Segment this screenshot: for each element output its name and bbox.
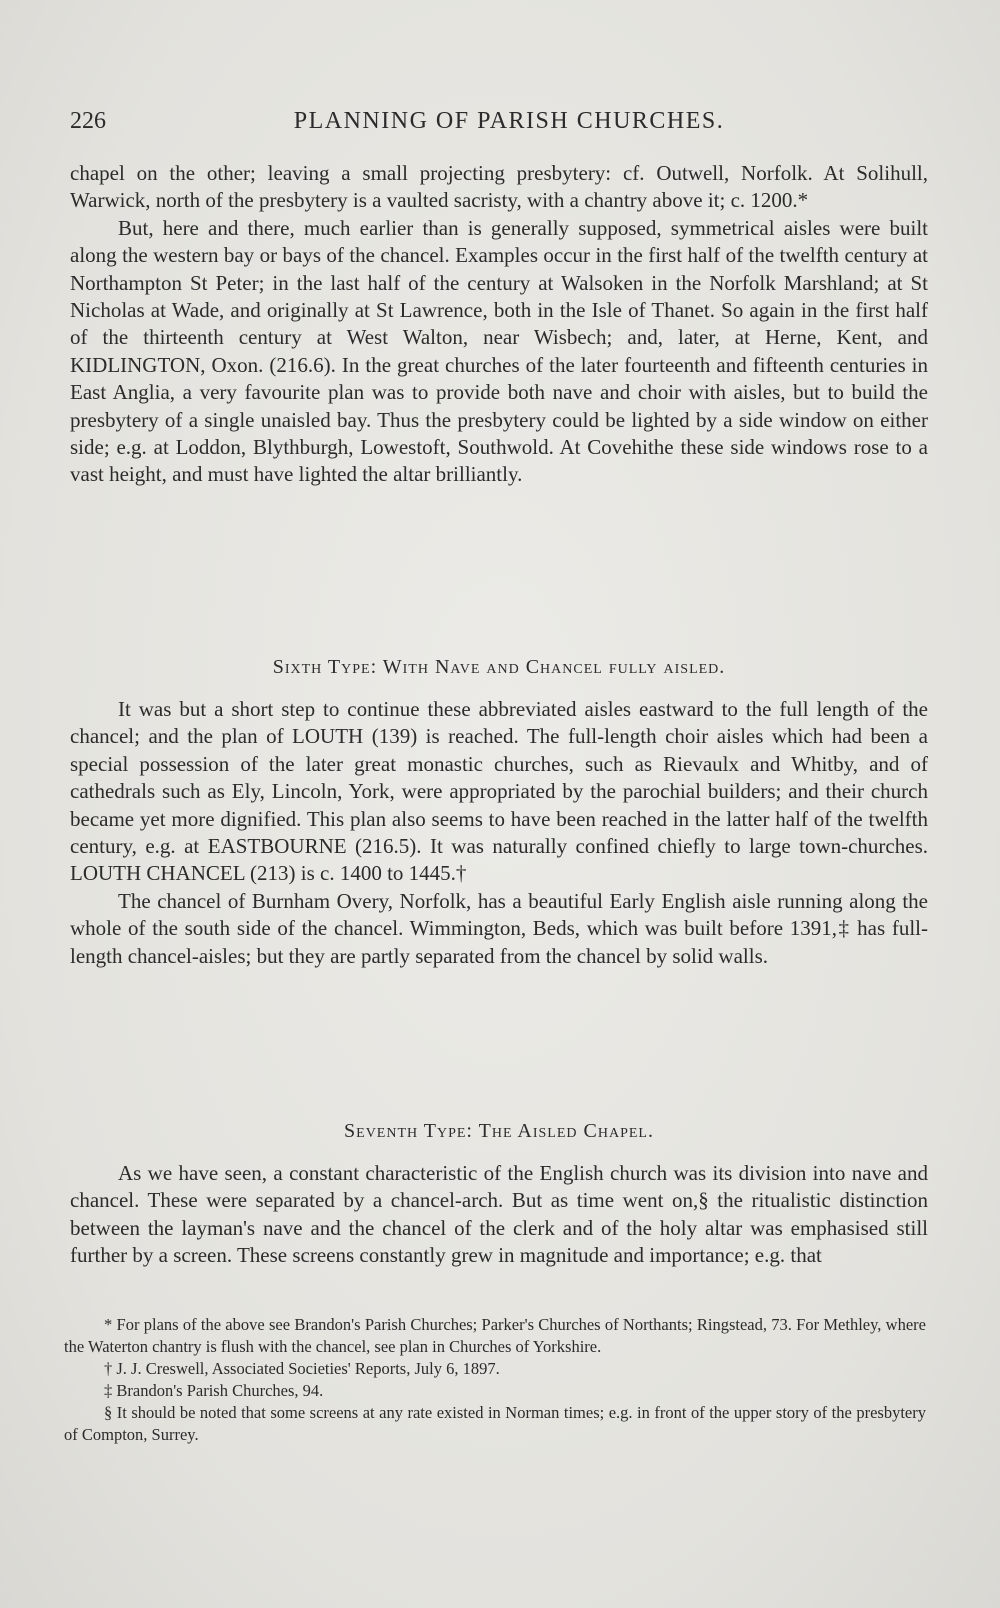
paragraph-continued: chapel on the other; leaving a small projecting presbytery: cf. Outwell, Norfolk. At Solihull, Warwick, north of the presbytery is a vaulted sacristy, with a chantry above it; c. 1200.* (70, 161, 928, 213)
paragraph-symmetrical-aisles: But, here and there, much earlier than is generally supposed, symmetrical aisles were built along the western bay or bays of the chancel. Examples occur in the first half of the twelfth century at Northampton St Peter; in the last half of the century at Walsoken in the Norfolk Marshland; at St Nicholas at Wade, and originally at St Lawrence, both in the Isle of Thanet. So again in the first half of the thirteenth century at West Walton, near Wisbech; and, later, at Herne, Kent, and KIDLINGTON, Oxon. (216.6). In the great churches of the later fourteenth and fifteenth centuries in East Anglia, a very favourite plan was to provide both nave and choir with aisles, but to build the presbytery of a single unaisled bay. Thus the presbytery could be lighted by a side window on either side; e.g. at Loddon, Blythburgh, Lowestoft, Southwold. At Covehithe these side windows rose to a vast height, and must have lighted the altar brilliantly. (70, 215, 928, 487)
paragraph-aisled-chapel: As we have seen, a constant characteristic of the English church was its division into nave and chancel. These were separated by a chancel-arch. But as time went on,§ the ritualistic distinction between the layman's nave and the chancel of the clerk and of the holy altar was emphasised still further by a screen. These screens constantly grew in magnitude and importance; e.g. that (70, 1161, 928, 1268)
footnote-section: § It should be noted that some screens at any rate existed in Norman times; e.g. in front of the upper story of the presbytery of Compton, Surrey. (64, 1403, 926, 1444)
footnotes (64, 1314, 926, 1446)
section-heading-seventh-type: Seventh Type: The Aisled Chapel. (344, 1120, 654, 1142)
page-header (70, 108, 928, 140)
footnote-double-dagger: ‡ Brandon's Parish Churches, 94. (104, 1381, 324, 1400)
paragraph-burnham-overy: The chancel of Burnham Overy, Norfolk, has a beautiful Early English aisle running along the whole of the south side of the chancel. Wimmington, Beds, which was built before 1391,‡ has full-length chancel-aisles; but they are partly separated from the chancel by solid walls. (70, 888, 928, 968)
section-sixth-type (70, 696, 928, 970)
running-title: PLANNING OF PARISH CHURCHES. (293, 108, 725, 134)
page-number: 226 (70, 108, 106, 134)
footnote-dagger: † J. J. Creswell, Associated Societies' Reports, July 6, 1897. (104, 1359, 500, 1378)
paragraph-louth: It was but a short step to continue these abbreviated aisles eastward to the full length of the chancel; and the plan of LOUTH (139) is reached. The full-length choir aisles which had been a special possession of the later great monastic churches, such as Rievaulx and Whitby, and of cathedrals such as Ely, Lincoln, York, were appropriated by the parochial builders; and their church became yet more dignified. This plan also seems to have been reached in the latter half of the twelfth century, e.g. at EASTBOURNE (216.5). It was naturally confined chiefly to large town-churches. LOUTH CHANCEL (213) is c. 1400 to 1445.† (70, 697, 928, 886)
section-heading-sixth-type: Sixth Type: With Nave and Chancel fully aisled. (272, 656, 726, 678)
footnote-asterisk: * For plans of the above see Brandon's Parish Churches; Parker's Churches of Northants; Ringstead, 73. For Methley, where the Waterton chantry is flush with the chancel, see plan in Churches of Yorkshire. (64, 1315, 926, 1356)
section-continuation (70, 160, 928, 489)
section-seventh-type (70, 1160, 928, 1270)
